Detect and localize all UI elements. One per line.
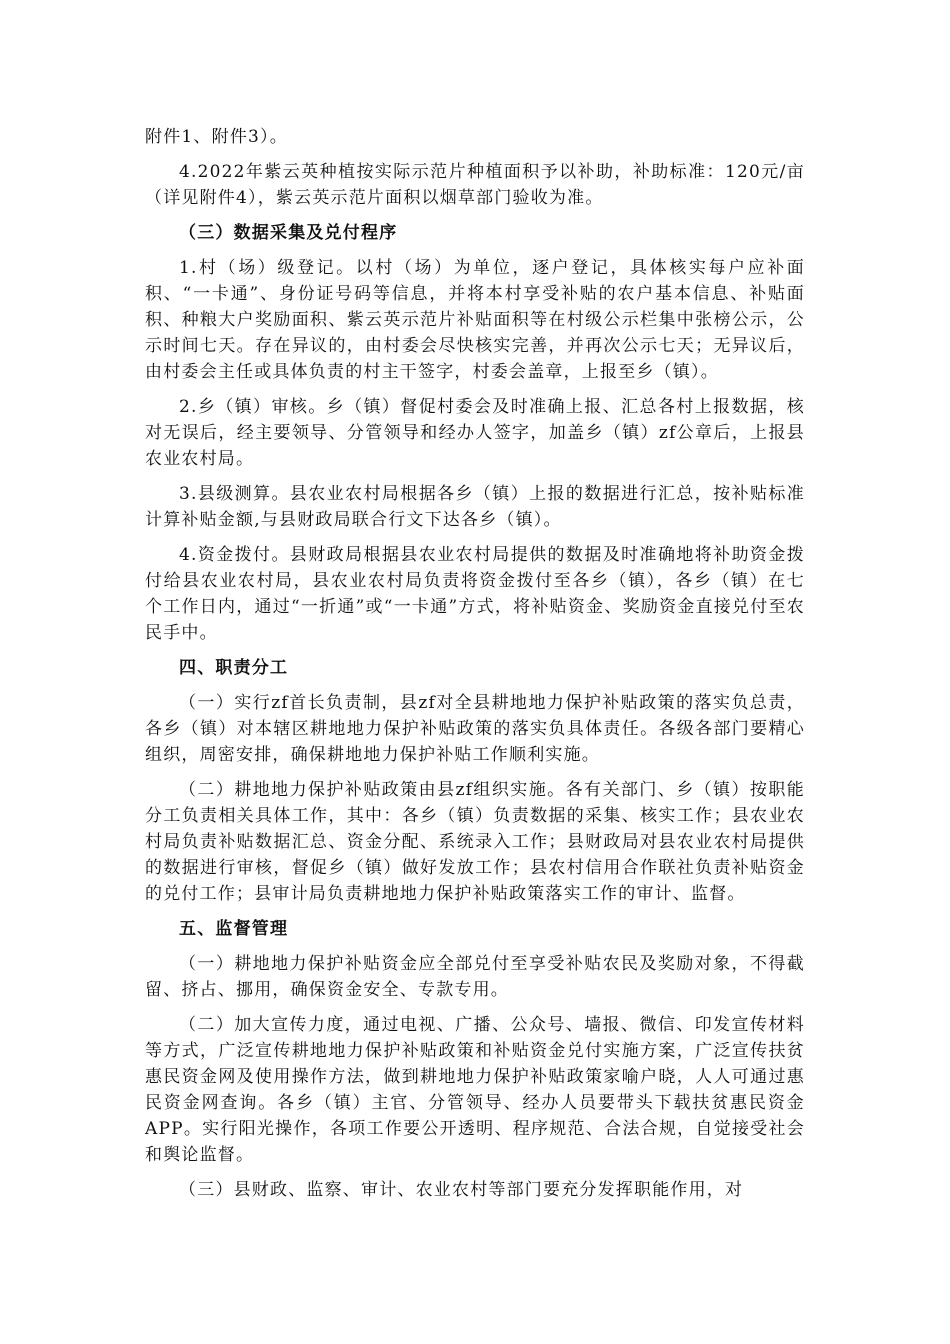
paragraph: 附件1、附件3）。 bbox=[145, 127, 288, 147]
paragraph: 4.2022年紫云英种植按实际示范片种植面积予以补助，补助标准：120元/亩（详见附件4），紫云英示范片面积以烟草部门验收为准。 bbox=[145, 162, 805, 208]
paragraph: （二）加大宣传力度，通过电视、广播、公众号、墙报、微信、印发宣传材料等方式，广泛宣传耕地地力保护补贴政策和补贴资金兑付实施方案，广泛宣传扶贫惠民资金网及使用操作方法，做到耕地地力保护补贴政策家喻户晓，人人可通过惠民资金网查询。各乡（镇）主官、分管领导、经办人员要带头下载扶贫惠民资金APP。实行阳光操作，各项工作要公开透明、程序规范、合法合规，自觉接受社会和舆论监督。 bbox=[145, 1015, 805, 1165]
section-heading: 五、监督管理 bbox=[179, 919, 289, 939]
paragraph: 2.乡（镇）审核。乡（镇）督促村委会及时准确上报、汇总各村上报数据，核对无误后，经主要领导、分管领导和经办人签字，加盖乡（镇）zf公章后，上报县农业农村局。 bbox=[145, 397, 805, 469]
paragraph: （一）实行zf首长负责制，县zf对全县耕地地力保护补贴政策的落实负总责，各乡（镇）对本辖区耕地地力保护补贴政策的落实负具体责任。各级各部门要精心组织，周密安排，确保耕地地力保护补贴工作顺利实施。 bbox=[145, 693, 805, 765]
section-heading: （三）数据采集及兑付程序 bbox=[179, 223, 398, 243]
paragraph: （二）耕地地力保护补贴政策由县zf组织实施。各有关部门、乡（镇）按职能分工负责相关具体工作，其中：各乡（镇）负责数据的采集、核实工作；县农业农村局负责补贴数据汇总、资金分配、系统录入工作；县财政局对县农业农村局提供的数据进行审核，督促乡（镇）做好发放工作；县农村信用合作联社负责补贴资金的兑付工作；县审计局负责耕地地力保护补贴政策落实工作的审计、监督。 bbox=[145, 780, 805, 904]
paragraph: 1.村（场）级登记。以村（场）为单位，逐户登记，具体核实每户应补面积、“一卡通”、身份证号码等信息，并将本村享受补贴的农户基本信息、补贴面积、种粮大户奖励面积、紫云英示范片补贴面积等在村级公示栏集中张榜公示，公示时间七天。存在异议的，由村委会尽快核实完善，并再次公示七天；无异议后，由村委会主任或具体负责的村主干签字，村委会盖章，上报至乡（镇）。 bbox=[145, 258, 805, 382]
section-heading: 四、职责分工 bbox=[179, 658, 289, 678]
paragraph: （三）县财政、监察、审计、农业农村等部门要充分发挥职能作用，对 bbox=[179, 1180, 744, 1200]
paragraph: （一）耕地地力保护补贴资金应全部兑付至享受补贴农民及奖励对象，不得截留、挤占、挪用，确保资金安全、专款专用。 bbox=[145, 954, 805, 1000]
paragraph: 3.县级测算。县农业农村局根据各乡（镇）上报的数据进行汇总，按补贴标准计算补贴金额,与县财政局联合行文下达各乡（镇）。 bbox=[145, 484, 805, 530]
document-page bbox=[145, 124, 805, 1212]
paragraph: 4.资金拨付。县财政局根据县农业农村局提供的数据及时准确地将补助资金拨付给县农业农村局，县农业农村局负责将资金拨付至各乡（镇），各乡（镇）在七个工作日内，通过“一折通”或“一卡通”方式，将补贴资金、奖励资金直接兑付至农民手中。 bbox=[145, 545, 805, 643]
